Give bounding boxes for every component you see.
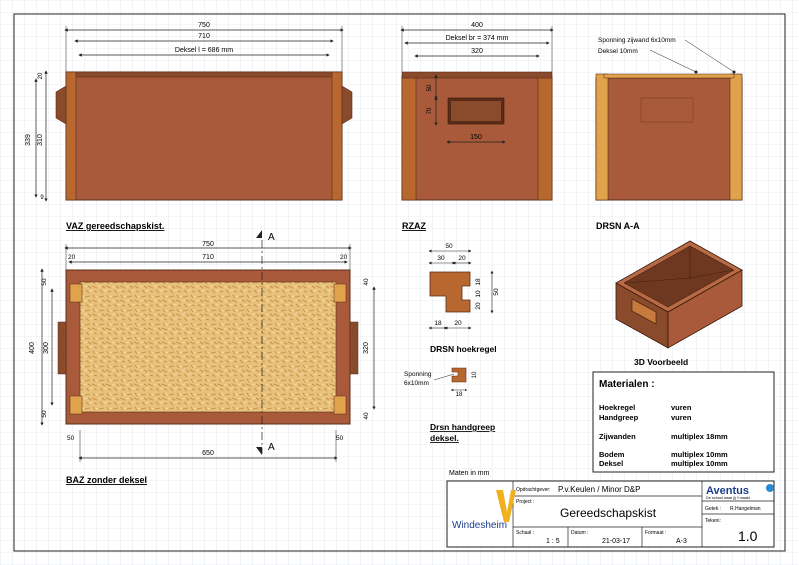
section-view-title: DRSN A-A <box>596 221 640 231</box>
section-note-lid: Deksel 10mm <box>598 48 638 55</box>
side-left-post <box>402 76 416 200</box>
scale-label: Schaal : <box>516 530 535 536</box>
corner-dim-50: 50 <box>445 243 453 250</box>
section-mark-top: A <box>268 232 275 243</box>
top-dim-40-br: 40 <box>363 412 370 420</box>
corner-dim-50-side: 50 <box>493 288 500 296</box>
front-right-post <box>332 72 342 200</box>
drawing-label: Tekeni: <box>705 518 721 524</box>
top-corner-bl <box>70 396 82 414</box>
top-view-title: BAZ zonder deksel <box>66 475 148 485</box>
materials-row-0-value: vuren <box>671 403 692 412</box>
side-lid <box>402 72 552 78</box>
format-value: A-3 <box>676 538 687 545</box>
front-lid-strip <box>66 72 342 77</box>
top-dim-50-left: 50 <box>67 435 75 442</box>
front-dim-710: 710 <box>198 33 210 40</box>
project-value: Gereedschapskist <box>560 506 657 520</box>
side-dim-lid: Deksel br = 374 mm <box>445 35 509 42</box>
top-dim-50-bl: 50 <box>41 410 48 418</box>
scale-value: 1 : 5 <box>546 538 560 545</box>
format-label: Formaat : <box>645 530 667 536</box>
handle-dim-18: 18 <box>455 392 463 398</box>
section-note-rabbet: Sponning zijwand 6x10mm <box>598 37 676 44</box>
corner-dim-20-bottom: 20 <box>454 320 462 327</box>
materials-table <box>593 372 774 472</box>
handle-title-line1: Drsn handgreep <box>430 422 496 432</box>
aventus-badge-icon <box>766 484 774 492</box>
drawn-label: Getek : <box>705 506 722 512</box>
section-inner <box>596 78 742 200</box>
front-panel <box>66 72 342 200</box>
materials-row-1-value: vuren <box>671 413 692 422</box>
corner-detail-title: DRSN hoekregel <box>430 344 497 354</box>
side-dim-70: 70 <box>427 107 433 115</box>
client-label: Opdrachtgever: <box>516 487 551 493</box>
side-dim-150: 150 <box>470 134 482 141</box>
corner-dim-20-top: 20 <box>458 255 466 262</box>
top-dim-20-right: 20 <box>340 254 348 261</box>
top-corner-br <box>334 396 346 414</box>
client-value: P.v.Keulen / Minor D&P <box>558 485 641 494</box>
handle-title-line2: deksel. <box>430 433 459 443</box>
front-dim-750: 750 <box>198 22 210 29</box>
handle-dim-10: 10 <box>472 371 478 379</box>
section-lid <box>604 74 734 78</box>
aventus-tagline: De school waar jij 't maakt <box>706 496 750 500</box>
handle-note-line2: 6x10mm <box>404 380 429 387</box>
materials-row-1-name: Handgreep <box>599 413 639 422</box>
aventus-logo: Aventus <box>706 485 749 497</box>
corner-dim-20-side: 20 <box>475 302 482 310</box>
corner-dim-30: 30 <box>437 255 445 262</box>
top-dim-750: 750 <box>202 241 214 248</box>
front-right-handle <box>342 86 352 124</box>
handle-note-line1: Sponning <box>404 371 432 378</box>
front-dim-20: 20 <box>38 72 44 80</box>
date-label: Datum : <box>571 530 589 536</box>
top-corner-tr <box>334 284 346 302</box>
materials-title: Materialen : <box>599 379 655 390</box>
materials-row-4-name: Deksel <box>599 459 624 468</box>
drawing-number: 1.0 <box>738 528 758 544</box>
front-view-title: VAZ gereedschapskist. <box>66 221 165 231</box>
side-dim-320: 320 <box>471 48 483 55</box>
materials-row-3-name: Bodem <box>599 450 625 459</box>
materials-row-4-value: multiplex 10mm <box>671 459 728 468</box>
corner-dim-18-a: 18 <box>475 278 482 286</box>
top-left-handle <box>58 322 66 374</box>
materials-row-2-name: Zijwanden <box>599 432 636 441</box>
top-corner-tl <box>70 284 82 302</box>
side-view-title: RZAZ <box>402 221 426 231</box>
top-dim-40-tr: 40 <box>363 278 370 286</box>
materials-row-2-value: multiplex 18mm <box>671 432 728 441</box>
project-label: Project : <box>516 499 535 505</box>
front-dim-339: 339 <box>25 134 32 146</box>
top-dim-320: 320 <box>363 342 370 354</box>
iso-view-title: 3D Voorbeeld <box>634 357 689 367</box>
front-dim-310: 310 <box>37 134 44 146</box>
section-right-wall <box>730 74 742 200</box>
top-dim-50-right: 50 <box>336 435 344 442</box>
date-value: 21-03-17 <box>602 538 631 545</box>
corner-dim-18-b: 18 <box>434 320 442 327</box>
materials-row-0-name: Hoekregel <box>599 403 636 412</box>
top-dim-20-left: 20 <box>68 254 76 261</box>
top-dim-400: 400 <box>29 342 36 354</box>
materials-row-3-value: multiplex 10mm <box>671 450 728 459</box>
title-block <box>447 481 774 547</box>
side-dim-50: 50 <box>427 84 433 92</box>
top-dim-710: 710 <box>202 254 214 261</box>
top-dim-300: 300 <box>43 342 50 354</box>
top-osb-floor <box>80 282 336 412</box>
corner-dim-10: 10 <box>475 290 482 298</box>
top-dim-650: 650 <box>202 450 214 457</box>
side-right-post <box>538 76 552 200</box>
units-note: Maten in mm <box>449 470 490 477</box>
windesheim-logo: Windesheim <box>452 520 508 531</box>
top-right-handle <box>350 322 358 374</box>
section-left-wall <box>596 74 608 200</box>
front-left-handle <box>56 86 66 124</box>
top-dim-50-tl: 50 <box>41 278 48 286</box>
section-mark-bottom: A <box>268 442 275 453</box>
drawn-value: R.Hangelman <box>730 506 761 512</box>
front-left-post <box>66 72 76 200</box>
side-dim-400: 400 <box>471 22 483 29</box>
front-dim-9: 9 <box>40 195 44 201</box>
front-dim-lid: Deksel l = 686 mm <box>174 47 234 54</box>
